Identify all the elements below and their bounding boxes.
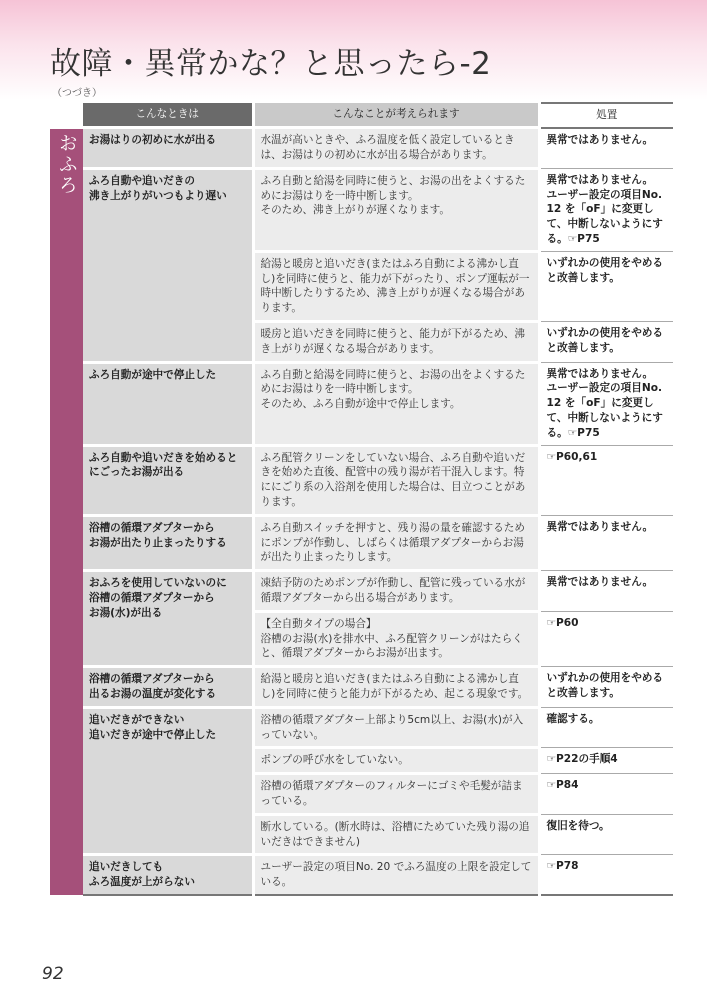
table-row (50, 128, 673, 169)
action-cell: 異常ではありません。 ユーザー設定の項目No. 12 を「oF」に変更して、中断しないようにする。☞P75 (539, 168, 673, 251)
table-row (50, 362, 673, 445)
table-row (50, 855, 673, 895)
cause-cell: 【全自動タイプの場合】 浴槽のお湯(水)を排水中、ふろ配管クリーンがはたらくと、循環アダプターからお湯が出ます。 (253, 611, 539, 666)
cause-cell: 浴槽の循環アダプターのフィルターにゴミや毛髪が詰まっている。 (253, 774, 539, 815)
cause-cell: 浴槽の循環アダプター上部より5cm以上、お湯(水)が入っていない。 (253, 707, 539, 748)
page-number: 92 (42, 964, 64, 984)
table-row (50, 571, 673, 612)
action-cell: 異常ではありません。 (539, 571, 673, 612)
case-cell: ふろ自動や追いだきを始めるとにごったお湯が出る (83, 445, 253, 515)
cause-cell: ポンプの呼び水をしていない。 (253, 748, 539, 774)
cause-cell: 給湯と暖房と追いだき(またはふろ自動による沸かし直し)を同時に使うと、能力が下がったり、ポンプ運転が一時中断したりするため、沸き上がりが遅くなる場合があります。 (253, 251, 539, 321)
action-cell: いずれかの使用をやめると改善します。 (539, 251, 673, 321)
table-header-row (50, 103, 673, 128)
cause-cell: ふろ自動と給湯を同時に使うと、お湯の出をよくするためにお湯はりを一時中断します。 そのため、沸き上がりが遅くなります。 (253, 168, 539, 251)
cause-cell: 凍結予防のためポンプが作動し、配管に残っている水が循環アダプターから出る場合があります。 (253, 571, 539, 612)
table-row (50, 515, 673, 570)
action-cell: 復旧を待つ。 (539, 814, 673, 855)
table-row (50, 168, 673, 251)
case-cell: 浴槽の循環アダプターから お湯が出たり止まったりする (83, 515, 253, 570)
action-cell: ☞P60 (539, 611, 673, 666)
troubleshooting-table (50, 102, 673, 896)
table-row (50, 667, 673, 708)
header-spacer (50, 103, 83, 128)
cause-cell: 暖房と追いだきを同時に使うと、能力が下がるため、沸き上がりが遅くなる場合があります。 (253, 322, 539, 363)
action-cell: ☞P22の手順4 (539, 748, 673, 774)
cause-cell: ユーザー設定の項目No. 20 でふろ温度の上限を設定している。 (253, 855, 539, 895)
cause-cell: ふろ自動と給湯を同時に使うと、お湯の出をよくするためにお湯はりを一時中断します。 そのため、ふろ自動が途中で停止します。 (253, 362, 539, 445)
cause-cell: 水温が高いときや、ふろ温度を低く設定しているときは、お湯はりの初めに水が出る場合があります。 (253, 128, 539, 169)
action-cell: 異常ではありません。 (539, 128, 673, 169)
case-cell: お湯はりの初めに水が出る (83, 128, 253, 169)
case-cell: 浴槽の循環アダプターから 出るお湯の温度が変化する (83, 667, 253, 708)
cause-cell: ふろ配管クリーンをしていない場合、ふろ自動や追いだきを始めた直後、配管中の残り湯が若干混入します。特ににごり系の入浴剤を使用した場合は、目立つことがあります。 (253, 445, 539, 515)
cause-cell: 給湯と暖房と追いだき(またはふろ自動による沸かし直し)を同時に使うと能力が下がるため、起こる現象です。 (253, 667, 539, 708)
action-cell: 確認する。 (539, 707, 673, 748)
action-cell: いずれかの使用をやめると改善します。 (539, 667, 673, 708)
action-cell: いずれかの使用をやめると改善します。 (539, 322, 673, 363)
table-row (50, 707, 673, 748)
case-cell: ふろ自動が途中で停止した (83, 362, 253, 445)
action-cell: ☞P84 (539, 774, 673, 815)
page-title: 故障・異常かな？と思ったら-2 (50, 46, 492, 82)
cause-cell: ふろ自動スイッチを押すと、残り湯の量を確認するためにポンプが作動し、しばらくは循環アダプターからお湯が出たり止まったりします。 (253, 515, 539, 570)
table-row (50, 445, 673, 515)
section-label-ofuro: おふろ (50, 128, 83, 895)
cause-cell: 断水している。(断水時は、浴槽にためていた残り湯の追いだきはできません) (253, 814, 539, 855)
case-cell: ふろ自動や追いだきの 沸き上がりがいつもより遅い (83, 168, 253, 362)
action-cell: ☞P60,61 (539, 445, 673, 515)
case-cell: 追いだきしても ふろ温度が上がらない (83, 855, 253, 895)
header-case: こんなときは (83, 103, 253, 128)
header-cause: こんなことが考えられます (253, 103, 539, 128)
action-cell: 異常ではありません。 (539, 515, 673, 570)
case-cell: おふろを使用していないのに 浴槽の循環アダプターから お湯(水)が出る (83, 571, 253, 667)
action-cell: 異常ではありません。 ユーザー設定の項目No. 12 を「oF」に変更して、中断しないようにする。☞P75 (539, 362, 673, 445)
continued-label: （つづき） (52, 88, 102, 99)
action-cell: ☞P78 (539, 855, 673, 895)
header-action: 処置 (539, 103, 673, 128)
case-cell: 追いだきができない 追いだきが途中で停止した (83, 707, 253, 855)
